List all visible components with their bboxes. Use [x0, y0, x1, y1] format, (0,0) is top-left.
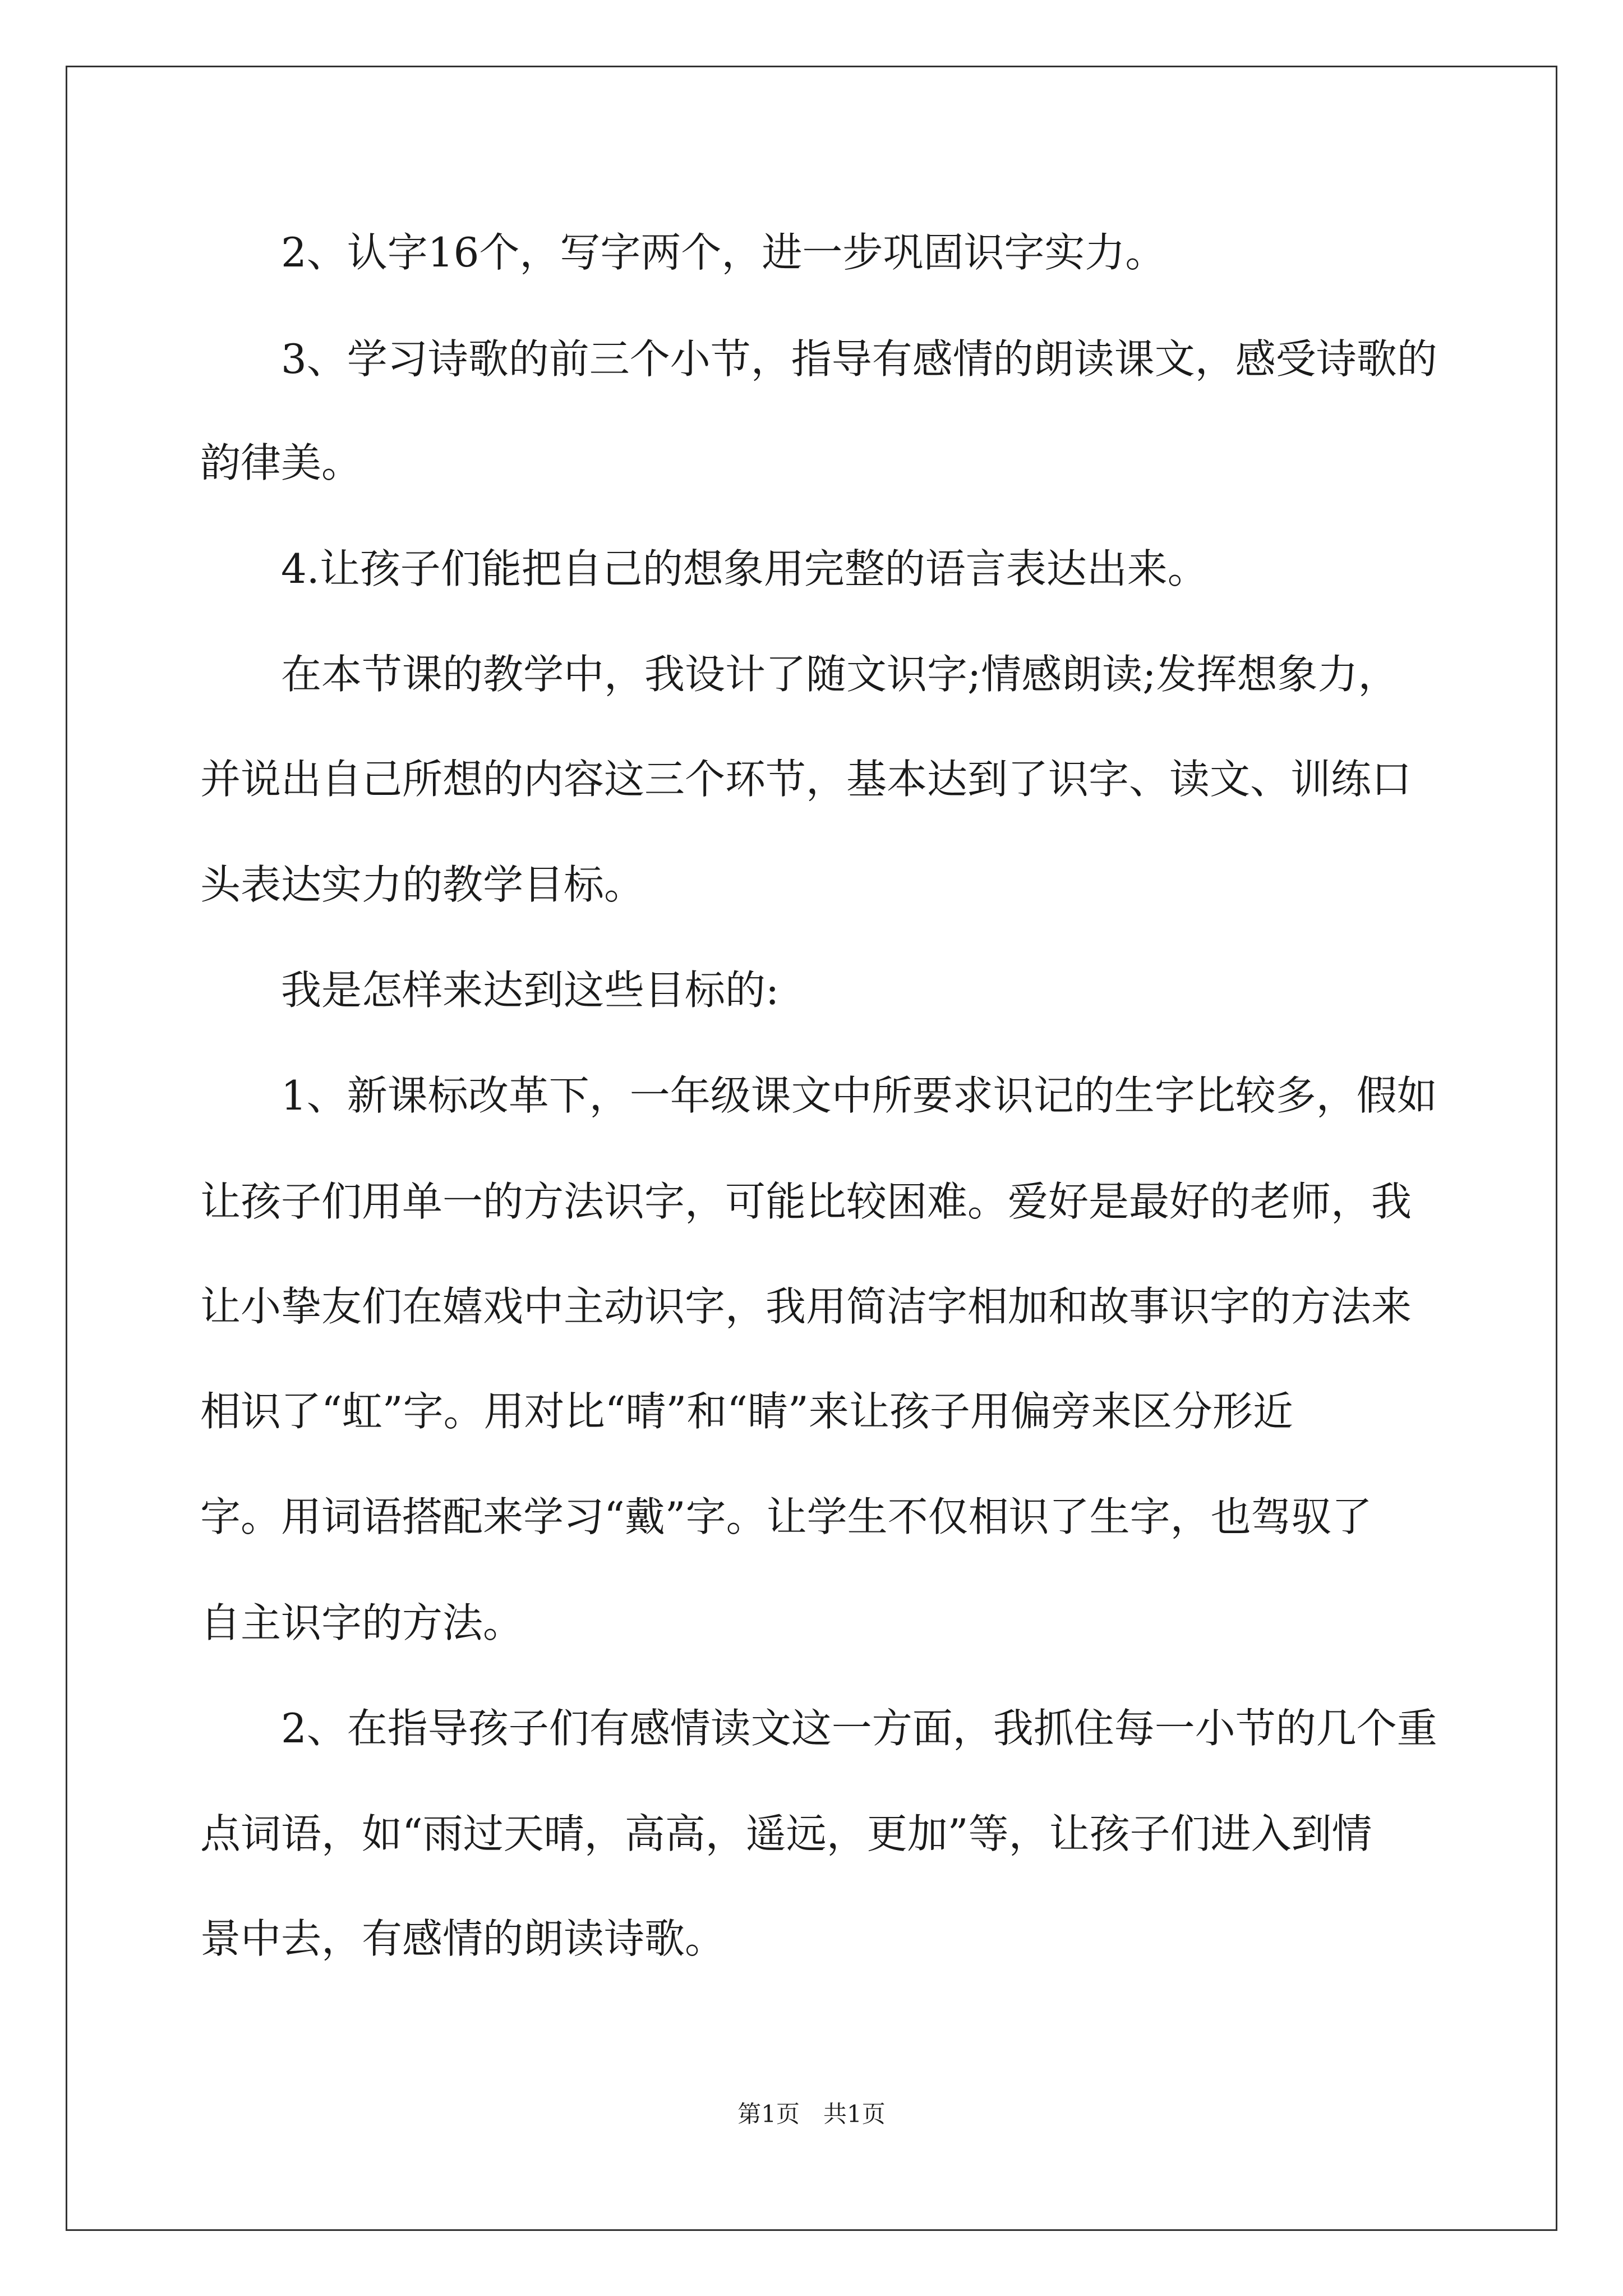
text-line: 我是怎样来达到这些目标的: [200, 967, 780, 1014]
text-line: 2、在指导孩子们有感情读文这一方面，我抓住每一小节的几个重 [200, 1705, 1437, 1752]
text-line: 在本节课的教学中，我设计了随文识字;情感朗读;发挥想象力， [200, 651, 1399, 698]
text-line: 3、学习诗歌的前三个小节，指导有感情的朗读课文，感受诗歌的 [200, 335, 1437, 383]
text-line: 4.让孩子们能把自己的想象用完整的语言表达出来。 [200, 545, 1208, 592]
text-line: 自主识字的方法。 [200, 1599, 524, 1646]
page-number: 第1页 共1页 [737, 2100, 886, 2128]
text-line: 让小挚友们在嬉戏中主动识字，我用简洁字相加和故事识字的方法来 [200, 1283, 1412, 1330]
text-line: 2、认字16个，写字两个，进一步巩固识字实力。 [200, 229, 1166, 276]
text-line: 相识了“虹”字。用对比“晴”和“睛”来让孩子用偏旁来区分形近 [200, 1388, 1293, 1435]
text-line: 字。用词语搭配来学习“戴”字。让学生不仅相识了生字，也驾驭了 [200, 1493, 1372, 1540]
text-line: 韵律美。 [200, 439, 362, 486]
text-line: 并说出自己所想的内容这三个环节，基本达到了识字、读文、训练口 [200, 756, 1412, 803]
text-line: 让孩子们用单一的方法识字，可能比较困难。爱好是最好的老师，我 [200, 1178, 1412, 1225]
text-line: 景中去，有感情的朗读诗歌。 [200, 1915, 726, 1962]
text-line: 点词语，如“雨过天晴，高高，遥远，更加”等，让孩子们进入到情 [200, 1810, 1372, 1857]
text-line: 1、新课标改革下，一年级课文中所要求识记的生字比较多，假如 [200, 1072, 1437, 1119]
page-border [66, 66, 1557, 2231]
text-line: 头表达实力的教学目标。 [200, 861, 645, 908]
